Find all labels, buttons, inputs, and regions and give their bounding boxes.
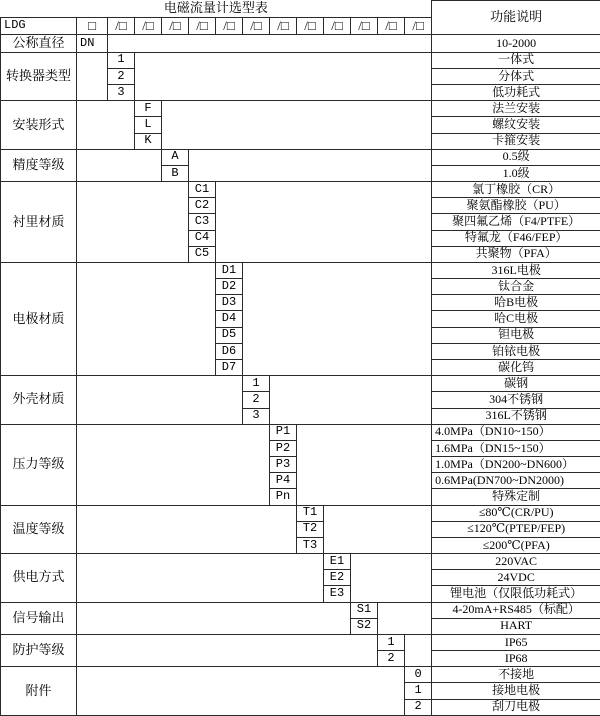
code-cell: 2 (243, 392, 270, 408)
code-cell: P4 (270, 473, 297, 489)
filler-cell (77, 262, 216, 375)
filler-cell (77, 182, 189, 263)
code-cell: F (135, 101, 162, 117)
desc-cell: 4-20mA+RS485（标配） (432, 602, 600, 618)
desc-cell: 碳化钨 (432, 359, 600, 375)
code-cell: T3 (297, 537, 324, 553)
desc-cell: 钽电极 (432, 327, 600, 343)
code-cell: 3 (108, 85, 135, 101)
filler-cell (77, 634, 378, 666)
model-slot-cell: /□ (405, 17, 432, 34)
code-cell: T1 (297, 505, 324, 521)
filler-cell (77, 667, 405, 716)
code-cell: 2 (405, 699, 432, 715)
filler-cell (297, 424, 432, 505)
code-cell: 1 (108, 52, 135, 68)
desc-cell: 220VAC (432, 554, 600, 570)
code-cell: S2 (351, 618, 378, 634)
desc-cell: IP68 (432, 651, 600, 667)
category-label: 转换器类型 (1, 52, 77, 101)
code-cell: 0 (405, 667, 432, 683)
filler-cell (378, 602, 432, 634)
desc-cell: 聚氨酯橡胶（PU） (432, 198, 600, 214)
code-cell: P1 (270, 424, 297, 440)
model-slot-cell: /□ (270, 17, 297, 34)
code-cell: P2 (270, 440, 297, 456)
desc-cell: 0.5级 (432, 149, 600, 165)
code-cell: 3 (243, 408, 270, 424)
filler-cell (216, 182, 432, 263)
desc-cell: 哈B电极 (432, 295, 600, 311)
category-label: 温度等级 (1, 505, 77, 554)
desc-cell: ≤200℃(PFA) (432, 537, 600, 553)
filler-cell (77, 554, 324, 603)
filler-cell (77, 602, 351, 634)
model-slot-cell: /□ (324, 17, 351, 34)
category-label: 公称直径 (1, 35, 77, 52)
code-cell: C5 (189, 246, 216, 262)
code-cell: 1 (378, 634, 405, 650)
desc-cell: 氯丁橡胶（CR） (432, 182, 600, 198)
filler-cell (324, 505, 432, 554)
category-label: 信号输出 (1, 602, 77, 634)
desc-cell: 低功耗式 (432, 85, 600, 101)
category-label: 压力等级 (1, 424, 77, 505)
code-cell: B (162, 165, 189, 181)
code-cell: C2 (189, 198, 216, 214)
code-cell: 1 (405, 683, 432, 699)
category-label: 附件 (1, 667, 77, 716)
desc-cell: 4.0MPa（DN10~150） (432, 424, 600, 440)
code-cell: C4 (189, 230, 216, 246)
filler-cell (405, 634, 432, 666)
filler-cell (77, 149, 162, 181)
desc-cell: 刮刀电极 (432, 699, 600, 715)
desc-cell: 铂铱电极 (432, 343, 600, 359)
function-description-header: 功能说明 (432, 1, 600, 35)
desc-cell: 特殊定制 (432, 489, 600, 505)
code-cell: 1 (243, 376, 270, 392)
desc-cell: 接地电极 (432, 683, 600, 699)
desc-cell: 1.6MPa（DN15~150） (432, 440, 600, 456)
desc-cell: 特氟龙（F46/FEP） (432, 230, 600, 246)
model-box-cell: □ (77, 17, 108, 34)
model-slot-cell: /□ (162, 17, 189, 34)
desc-cell: 螺纹安装 (432, 117, 600, 133)
code-cell: D2 (216, 279, 243, 295)
filler-cell (77, 376, 243, 425)
desc-cell: ≤80℃(CR/PU) (432, 505, 600, 521)
desc-cell: 1.0MPa（DN200~DN600） (432, 457, 600, 473)
code-cell: E1 (324, 554, 351, 570)
model-slot-cell: /□ (351, 17, 378, 34)
code-cell: D6 (216, 343, 243, 359)
desc-cell: 哈C电极 (432, 311, 600, 327)
code-cell: L (135, 117, 162, 133)
code-cell: A (162, 149, 189, 165)
filler-cell (189, 149, 432, 181)
filler-cell (351, 554, 432, 603)
code-cell: DN (77, 35, 108, 52)
desc-cell: 分体式 (432, 68, 600, 84)
desc-cell: 316L电极 (432, 262, 600, 278)
model-prefix-cell: LDG (1, 17, 77, 34)
category-label: 防护等级 (1, 634, 77, 666)
filler-cell (77, 505, 297, 554)
category-label: 衬里材质 (1, 182, 77, 263)
code-cell: E2 (324, 570, 351, 586)
code-cell: D3 (216, 295, 243, 311)
desc-cell: 聚四氟乙烯（F4/PTFE） (432, 214, 600, 230)
code-cell: E3 (324, 586, 351, 602)
code-cell: C3 (189, 214, 216, 230)
desc-cell: 316L不锈钢 (432, 408, 600, 424)
model-slot-cell: /□ (135, 17, 162, 34)
desc-cell: 10-2000 (432, 35, 600, 52)
filler-cell (77, 52, 108, 101)
category-label: 外壳材质 (1, 376, 77, 425)
code-cell: C1 (189, 182, 216, 198)
code-cell: D7 (216, 359, 243, 375)
category-label: 精度等级 (1, 149, 77, 181)
model-slot-cell: /□ (297, 17, 324, 34)
model-slot-cell: /□ (243, 17, 270, 34)
category-label: 安装形式 (1, 101, 77, 150)
code-cell: K (135, 133, 162, 149)
code-cell: 2 (378, 651, 405, 667)
desc-cell: 0.6MPa(DN700~DN2000) (432, 473, 600, 489)
desc-cell: 304不锈钢 (432, 392, 600, 408)
filler-cell (135, 52, 432, 101)
desc-cell: 法兰安装 (432, 101, 600, 117)
code-cell: T2 (297, 521, 324, 537)
desc-cell: 钛合金 (432, 279, 600, 295)
desc-cell: 锂电池（仅限低功耗式） (432, 586, 600, 602)
desc-cell: ≤120℃(PTEP/FEP) (432, 521, 600, 537)
category-label: 电极材质 (1, 262, 77, 375)
filler-cell (108, 35, 432, 52)
model-slot-cell: /□ (108, 17, 135, 34)
filler-cell (77, 424, 270, 505)
desc-cell: 1.0级 (432, 165, 600, 181)
model-slot-cell: /□ (216, 17, 243, 34)
desc-cell: 一体式 (432, 52, 600, 68)
code-cell: Pn (270, 489, 297, 505)
model-slot-cell: /□ (378, 17, 405, 34)
category-label: 供电方式 (1, 554, 77, 603)
filler-cell (77, 101, 135, 150)
desc-cell: 24VDC (432, 570, 600, 586)
filler-cell (243, 262, 432, 375)
desc-cell: 卡箍安装 (432, 133, 600, 149)
filler-cell (270, 376, 432, 425)
desc-cell: IP65 (432, 634, 600, 650)
table-title: 电磁流量计选型表 (1, 1, 432, 18)
filler-cell (162, 101, 432, 150)
code-cell: D1 (216, 262, 243, 278)
desc-cell: 不接地 (432, 667, 600, 683)
desc-cell: 共聚物（PFA） (432, 246, 600, 262)
code-cell: D4 (216, 311, 243, 327)
code-cell: 2 (108, 68, 135, 84)
code-cell: D5 (216, 327, 243, 343)
model-slot-cell: /□ (189, 17, 216, 34)
desc-cell: 碳钢 (432, 376, 600, 392)
selection-table-body (1, 1, 600, 716)
desc-cell: HART (432, 618, 600, 634)
code-cell: P3 (270, 457, 297, 473)
code-cell: S1 (351, 602, 378, 618)
